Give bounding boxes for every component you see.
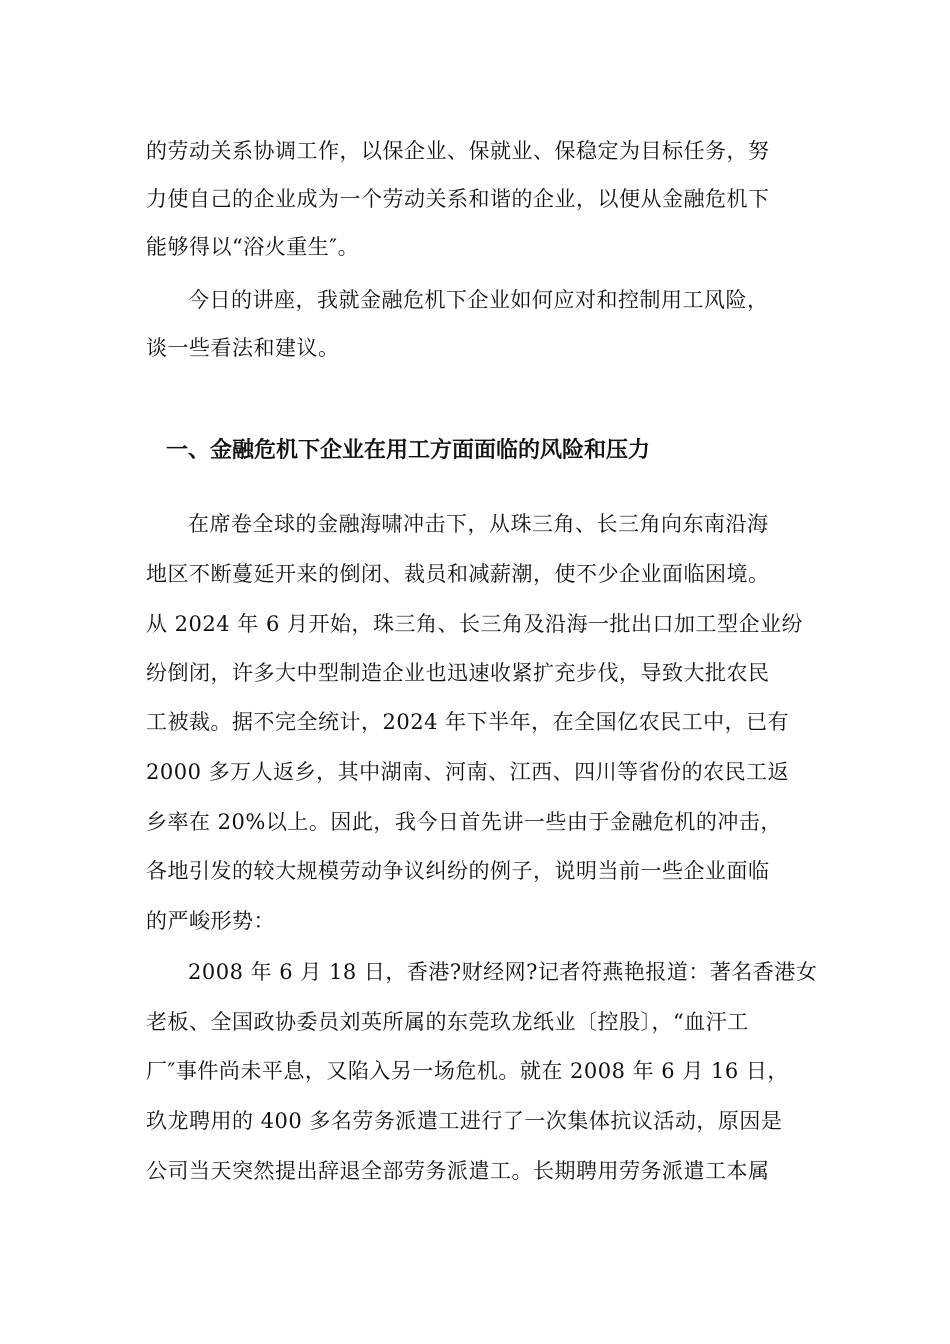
paragraph-line: 今日的讲座，我就金融危机下企业如何应对和控制用工风险， <box>188 288 769 312</box>
paragraph-line: 2008 年 6 月 18 日，香港?财经网?记者符燕艳报道：著名香港女 <box>188 960 818 984</box>
paragraph-line: 的严峻形势： <box>146 909 275 933</box>
paragraph-line: 玖龙聘用的 400 多名劳务派遣工进行了一次集体抗议活动，原因是 <box>146 1109 783 1133</box>
paragraph-line: 老板、全国政协委员刘英所属的东莞玖龙纸业〔控股〕，“血汗工 <box>146 1010 749 1034</box>
paragraph-line: 2000 多万人返乡，其中湖南、河南、江西、四川等省份的农民工返 <box>146 760 790 784</box>
paragraph-line: 力使自己的企业成为一个劳动关系和谐的企业，以便从金融危机下 <box>146 187 770 211</box>
paragraph-line: 在席卷全球的金融海啸冲击下，从珠三角、长三角向东南沿海 <box>188 512 769 536</box>
paragraph-line: 地区不断蔓延开来的倒闭、裁员和减薪潮，使不少企业面临困境。 <box>146 562 770 586</box>
paragraph-line: 能够得以“浴火重生″。 <box>146 235 360 259</box>
paragraph-line: 纷倒闭，许多大中型制造企业也迅速收紧扩充步伐，导致大批农民 <box>146 661 770 685</box>
paragraph-line: 谈一些看法和建议。 <box>146 336 340 360</box>
paragraph-line: 的劳动关系协调工作，以保企业、保就业、保稳定为目标任务，努 <box>146 139 770 163</box>
section-heading: 一、金融危机下企业在用工方面面临的风险和压力 <box>166 438 651 463</box>
paragraph-line: 乡率在 20%以上。因此，我今日首先讲一些由于金融危机的冲击， <box>146 810 782 834</box>
paragraph-line: 各地引发的较大规模劳动争议纠纷的例子，说明当前一些企业面临 <box>146 859 770 883</box>
paragraph-line: 厂″事件尚未平息，又陷入另一场危机。就在 2008 年 6 月 16 日， <box>146 1059 789 1083</box>
paragraph-line: 公司当天突然提出辞退全部劳务派遣工。长期聘用劳务派遣工本属 <box>146 1159 770 1183</box>
paragraph-line: 从 2024 年 6 月开始，珠三角、长三角及沿海一批出口加工型企业纷 <box>146 612 804 636</box>
paragraph-line: 工被裁。据不完全统计，2024 年下半年，在全国亿农民工中，已有 <box>146 710 790 734</box>
